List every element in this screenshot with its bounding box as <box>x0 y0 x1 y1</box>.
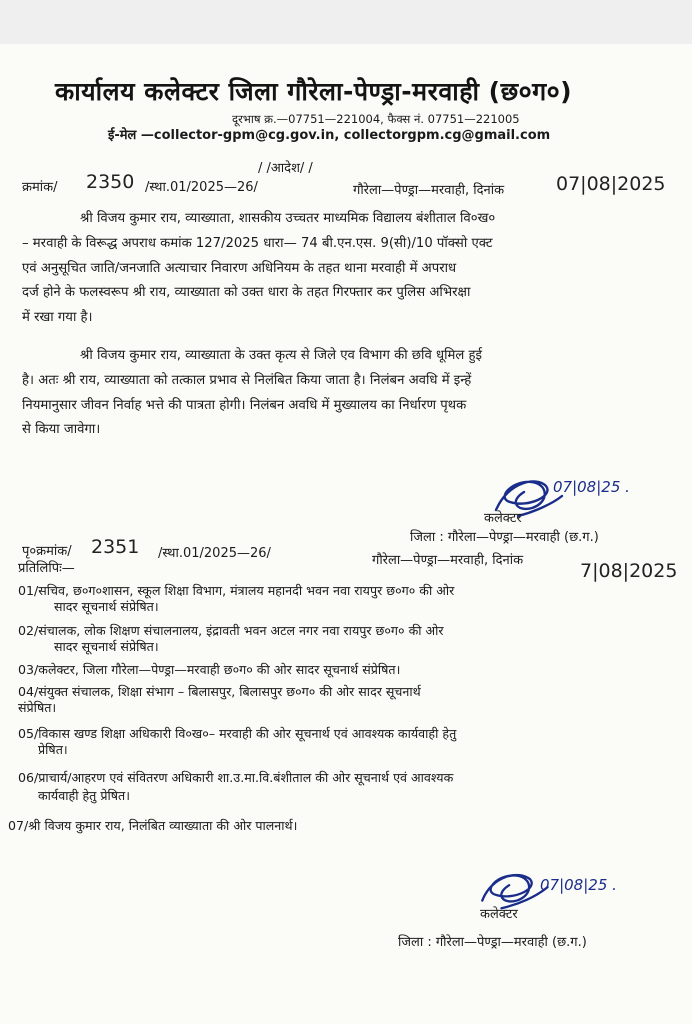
order-number-handwritten: 2350 <box>86 171 135 193</box>
signature-1-designation: कलेक्टर <box>484 511 522 526</box>
order-paragraph-1 <box>22 207 656 331</box>
copy-item-01-cont: सादर सूचनार्थ संप्रेषित। <box>54 599 159 614</box>
copy-item-06-cont: कार्यवाही हेतु प्रेषित। <box>38 788 130 803</box>
paragraph-line: दर्ज होने के फलस्वरूप श्री राय, व्याख्याता को उक्त धारा के तहत गिरफ्तार कर पुलिस अभिरक्षा <box>22 285 471 301</box>
paragraph-line: श्री विजय कुमार राय, व्याख्याता के उक्त कृत्य से जिले एव विभाग की छवि धूमिल हुई <box>80 348 483 363</box>
copy-item-06: 06/प्राचार्य/आहरण एवं संवितरण अधिकारी शा.उ.मा.वि.बंशीताल की ओर सूचनार्थ एवं आवश्यक <box>18 770 454 785</box>
signature-2-district: जिला : गौरेला—पेण्ड्रा—मरवाही (छ.ग.) <box>398 935 587 950</box>
order-number-suffix: /स्था.01/2025—26/ <box>145 180 258 195</box>
endorsement-number-handwritten: 2351 <box>91 536 140 558</box>
copy-item-07: 07/श्री विजय कुमार राय, निलंबित व्याख्याता की ओर पालनार्थ। <box>8 818 298 833</box>
paragraph-line: एवं अनुसूचित जाति/जनजाति अत्याचार निवारण अधिनियम के तहत थाना मरवाही में अपराध <box>22 260 457 276</box>
order-number-prefix: क्रमांक/ <box>22 180 58 195</box>
copy-item-02-cont: सादर सूचनार्थ संप्रेषित। <box>54 639 159 654</box>
order-date-handwritten: 07|08|2025 <box>556 173 666 195</box>
order-place-date: गौरेला—पेण्ड्रा—मरवाही, दिनांक <box>353 183 505 198</box>
copy-item-01: 01/सचिव, छ०ग०शासन, स्कूल शिक्षा विभाग, मंत्रालय महानदी भवन नवा रायपुर छ०ग० की ओर <box>18 583 455 598</box>
copy-item-03: 03/कलेक्टर, जिला गौरेला—पेण्ड्रा—मरवाही छ०ग० की ओर सादर सूचनार्थ संप्रेषित। <box>18 662 401 677</box>
copy-item-04: 04/संयुक्त संचालक, शिक्षा संभाग – बिलासपुर, बिलासपुर छ०ग० की ओर सादर सूचनार्थ <box>18 684 421 699</box>
endorsement-number-prefix: पृ०क्रमांक/ <box>22 544 72 559</box>
paragraph-line: नियमानुसार जीवन निर्वाह भत्ते की पात्रता होगी। निलंबन अवधि में मुख्यालय का निर्धारण पृथक <box>22 397 467 413</box>
phone-fax-line: दूरभाष क्र.—07751—221004, फैक्स नं. 07751—221005 <box>232 112 520 126</box>
paragraph-line: में रखा गया है। <box>22 310 93 326</box>
copy-item-04-cont: संप्रेषित। <box>18 700 57 715</box>
signature-1-district: जिला : गौरेला—पेण्ड्रा—मरवाही (छ.ग.) <box>410 530 599 545</box>
copy-to-label: प्रतिलिपिः— <box>18 561 75 576</box>
order-heading: / /आदेश/ / <box>258 161 313 176</box>
signature-2-date-note: 07|08|25 . <box>540 876 617 894</box>
endorsement-place-date: गौरेला—पेण्ड्रा—मरवाही, दिनांक <box>372 553 524 568</box>
paragraph-line: है। अतः श्री राय, व्याख्याता को तत्काल प्रभाव से निलंबित किया जाता है। निलंबन अवधि में इन्हें <box>22 372 472 388</box>
endorsement-date-handwritten: 7|08|2025 <box>580 560 678 582</box>
endorsement-number-suffix: /स्था.01/2025—26/ <box>158 546 271 561</box>
paragraph-line: श्री विजय कुमार राय, व्याख्याता, शासकीय उच्चतर माध्यमिक विद्यालय बंशीताल वि०ख० <box>80 211 496 226</box>
copy-item-02: 02/संचालक, लोक शिक्षण संचालनालय, इंद्रावती भवन अटल नगर नवा रायपुर छ०ग० की ओर <box>18 623 444 638</box>
viewer-top-bar <box>0 0 692 44</box>
signature-1-date-note: 07|08|25 . <box>553 478 630 496</box>
copy-item-05-cont: प्रेषित। <box>38 742 68 757</box>
office-title: कार्यालय कलेक्टर जिला गौरेला-पेण्ड्रा-मरवाही (छ०ग०) <box>55 77 573 106</box>
signature-2-designation: कलेक्टर <box>480 907 518 922</box>
paragraph-line: से किया जावेगा। <box>22 422 101 438</box>
copy-item-05: 05/विकास खण्ड शिक्षा अधिकारी वि०ख०– मरवाही की ओर सूचनार्थ एवं आवश्यक कार्यवाही हेतु <box>18 726 457 741</box>
order-paragraph-2 <box>22 344 656 443</box>
email-line: ई-मेल —collector-gpm@cg.gov.in, collectorgpm.cg@gmail.com <box>108 128 551 143</box>
paragraph-line: – मरवाही के विरूद्ध अपराध कमांक 127/2025 धारा— 74 बी.एन.एस. 9(सी)/10 पॉक्सो एक्ट <box>22 235 493 251</box>
